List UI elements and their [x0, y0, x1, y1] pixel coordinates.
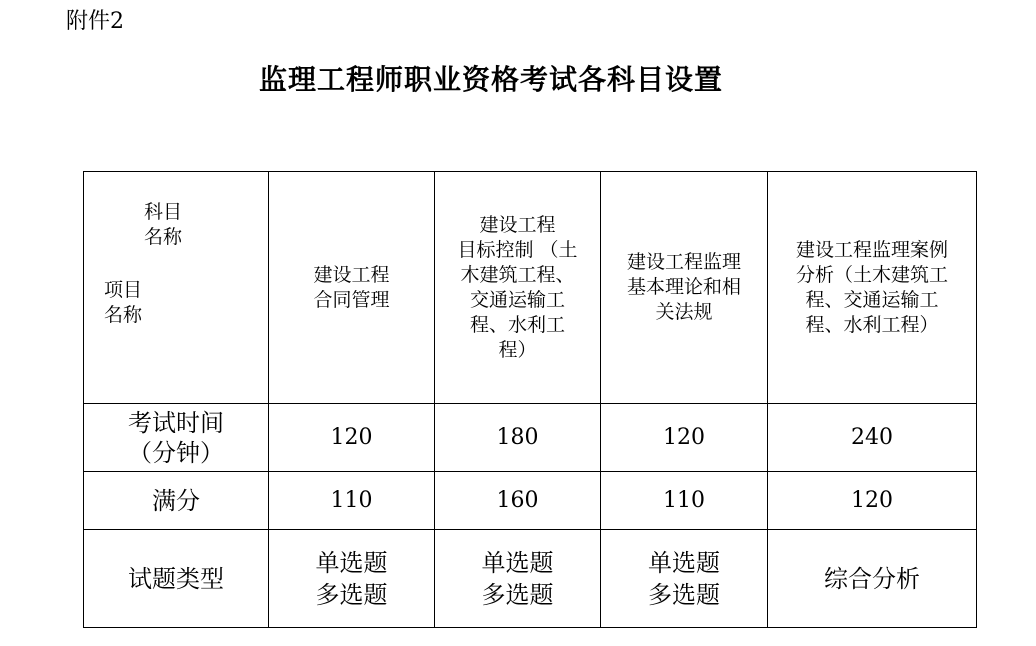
- table-cell: 120: [768, 472, 977, 530]
- corner-item-label: 项目 名称: [104, 279, 143, 326]
- table-row-question-type: [84, 530, 977, 628]
- corner-subject-label: 科目 名称: [144, 201, 183, 248]
- table-cell: 240: [768, 404, 977, 472]
- table-row-full-score: [84, 472, 977, 530]
- corner-cell: [84, 172, 269, 404]
- table-cell: 180: [435, 404, 601, 472]
- subject-header-target-control: 建设工程 目标控制 （土 木建筑工程、 交通运输工 程、水利工 程）: [435, 172, 601, 404]
- subject-header-theory-and-regulations: 建设工程监理 基本理论和相 关法规: [601, 172, 768, 404]
- table-cell: 单选题 多选题: [269, 530, 435, 628]
- subject-header-case-analysis: 建设工程监理案例 分析（土木建筑工 程、交通运输工 程、水利工程）: [768, 172, 977, 404]
- table-cell: 单选题 多选题: [601, 530, 768, 628]
- table-cell: 160: [435, 472, 601, 530]
- table-header-row: [84, 172, 977, 404]
- table-cell: 单选题 多选题: [435, 530, 601, 628]
- table-cell: 110: [269, 472, 435, 530]
- subject-header-contract-management: 建设工程 合同管理: [269, 172, 435, 404]
- table-cell: 综合分析: [768, 530, 977, 628]
- row-label-full-score: 满分: [84, 472, 269, 530]
- attachment-label: 附件2: [66, 9, 124, 34]
- row-label-exam-time: 考试时间 （分钟）: [84, 404, 269, 472]
- table-row-exam-time: [84, 404, 977, 472]
- table-cell: 110: [601, 472, 768, 530]
- row-label-question-type: 试题类型: [84, 530, 269, 628]
- page-title: 监理工程师职业资格考试各科目设置: [258, 63, 723, 96]
- table-cell: 120: [269, 404, 435, 472]
- subject-settings-table: [83, 171, 977, 628]
- table-cell: 120: [601, 404, 768, 472]
